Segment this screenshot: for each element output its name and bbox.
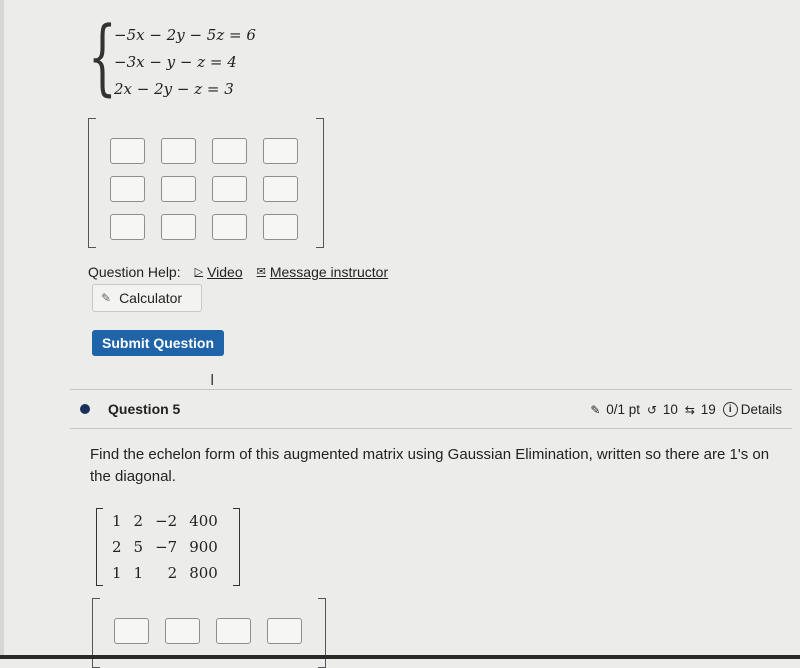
video-link[interactable] bbox=[195, 264, 243, 280]
matrix-value: −2 bbox=[155, 512, 178, 530]
points bbox=[590, 402, 640, 417]
q5-matrix-cell-r1c3[interactable] bbox=[216, 618, 251, 644]
matrix-cell-r3c2[interactable] bbox=[161, 214, 196, 240]
envelope-icon: ✉ bbox=[256, 265, 266, 278]
given-matrix-right-bracket bbox=[233, 508, 240, 586]
answer-matrix bbox=[88, 118, 324, 248]
details-button[interactable] bbox=[723, 402, 782, 417]
retries-value: 10 bbox=[662, 401, 678, 417]
matrix-value: 1 bbox=[112, 512, 122, 530]
details-label: Details bbox=[740, 401, 782, 417]
equation-3: 2x − 2y − z = 3 bbox=[114, 80, 234, 98]
question-status-dot bbox=[80, 404, 90, 414]
equation-2: −3x − y − z = 4 bbox=[114, 53, 237, 71]
attempts-value: 19 bbox=[700, 401, 716, 417]
given-augmented-matrix bbox=[96, 508, 240, 586]
text-cursor-icon: I bbox=[210, 372, 215, 389]
matrix-value: 2 bbox=[167, 564, 178, 582]
repeat-icon: ⇆ bbox=[684, 402, 695, 417]
matrix-cell-r2c4[interactable] bbox=[263, 176, 298, 202]
question-5-header bbox=[70, 396, 792, 422]
given-matrix-left-bracket bbox=[96, 508, 103, 586]
matrix-value: 2 bbox=[133, 512, 144, 530]
matrix-cell-r3c1[interactable] bbox=[110, 214, 145, 240]
matrix-row bbox=[106, 508, 224, 534]
matrix-cell-r1c4[interactable] bbox=[263, 138, 298, 164]
message-instructor-label: Message instructor bbox=[269, 264, 389, 280]
matrix-cell-r1c2[interactable] bbox=[161, 138, 196, 164]
matrix-value: 900 bbox=[189, 538, 218, 556]
matrix-cell-r3c4[interactable] bbox=[263, 214, 298, 240]
left-brace: { bbox=[88, 10, 117, 105]
divider-bottom bbox=[70, 428, 792, 429]
matrix-value: 5 bbox=[133, 538, 144, 556]
message-instructor-link[interactable] bbox=[257, 264, 389, 280]
matrix-cell-r2c2[interactable] bbox=[161, 176, 196, 202]
pencil-icon: ✎ bbox=[101, 291, 112, 305]
q5-matrix-cell-r1c1[interactable] bbox=[114, 618, 149, 644]
matrix-value: 800 bbox=[189, 564, 218, 582]
matrix-cell-r3c3[interactable] bbox=[212, 214, 247, 240]
matrix-cell-r1c1[interactable] bbox=[110, 138, 145, 164]
matrix-value: 2 bbox=[112, 538, 122, 556]
window-edge bbox=[0, 0, 4, 659]
matrix-right-bracket bbox=[316, 118, 324, 248]
edit-icon: ✎ bbox=[590, 402, 601, 417]
retries bbox=[647, 402, 678, 417]
video-link-label: Video bbox=[207, 264, 243, 280]
question-meta bbox=[590, 396, 782, 422]
matrix-value: −7 bbox=[155, 538, 178, 556]
equation-1: −5x − 2y − 5z = 6 bbox=[114, 26, 256, 44]
question-help bbox=[88, 264, 402, 280]
matrix-value: 1 bbox=[133, 564, 144, 582]
matrix-value: 1 bbox=[112, 564, 122, 582]
attempts bbox=[685, 402, 716, 417]
screen-bottom-edge bbox=[0, 655, 800, 659]
calculator-label: Calculator bbox=[119, 290, 183, 306]
divider-top bbox=[70, 389, 792, 390]
q5-matrix-cell-r1c2[interactable] bbox=[165, 618, 200, 644]
matrix-value: 400 bbox=[189, 512, 218, 530]
matrix-left-bracket bbox=[88, 118, 96, 248]
question-prompt: Find the echelon form of this augmented matrix using Gaussian Elimination, written so there are 1's on the diagonal. bbox=[90, 446, 770, 485]
matrix-cell-r1c3[interactable] bbox=[212, 138, 247, 164]
question-title: Question 5 bbox=[108, 401, 181, 417]
matrix-cell-r2c3[interactable] bbox=[212, 176, 247, 202]
matrix-cell-r2c1[interactable] bbox=[110, 176, 145, 202]
points-value: 0/1 pt bbox=[606, 401, 641, 417]
info-icon: i bbox=[723, 402, 738, 417]
calculator-button[interactable] bbox=[92, 284, 202, 312]
video-icon: ▷ bbox=[194, 265, 204, 278]
matrix-row bbox=[106, 560, 224, 586]
undo-icon: ↺ bbox=[647, 402, 658, 417]
question-help-label: Question Help: bbox=[88, 264, 181, 280]
q5-matrix-cell-r1c4[interactable] bbox=[267, 618, 302, 644]
matrix-row bbox=[106, 534, 224, 560]
submit-question-button[interactable]: Submit Question bbox=[92, 330, 224, 356]
